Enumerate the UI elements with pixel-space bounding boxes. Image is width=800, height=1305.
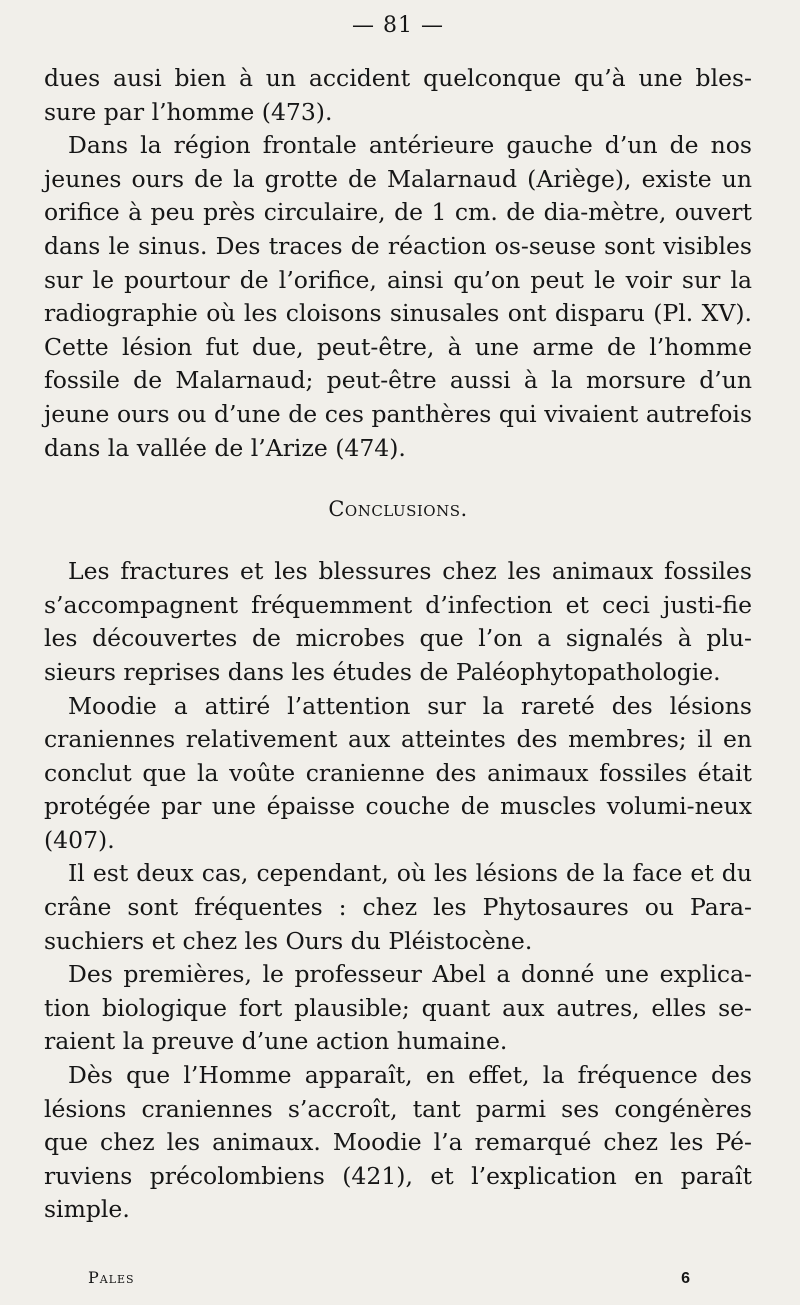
section-heading-conclusions: Conclusions. xyxy=(328,497,468,522)
footer-author-signature: Pales xyxy=(88,1268,135,1287)
page-footer xyxy=(88,1268,690,1288)
paragraph-two-cases: Il est deux cas, cependant, où les lésions de la face et du crâne sont fréquentes : chez les Phytosaures ou Para-suchiers et chez les Ours du Pléistocène. xyxy=(44,859,752,955)
paragraph-malarnaud-lesion: Dans la région frontale antérieure gauche d’un de nos jeunes ours de la grotte de Malarnaud (Ariège), existe un orifice à peu près circulaire, de 1 cm. de dia-mètre, ouvert dans le sinus. Des traces de réaction os-seuse sont visibles sur le pourtour de l’orifice, ainsi qu’on peut le voir sur la radiographie où les cloisons sinusales ont disparu (Pl. XV). Cette lésion fut due, peut-être, à une arme de l’homme fossile de Malarnaud; peut-être aussi à la morsure d’un jeune ours ou d’une de ces panthères qui vivaient autrefois dans la vallée de l’Arize (474). xyxy=(44,131,752,462)
paragraph-moodie-cranial: Moodie a attiré l’attention sur la rareté des lésions craniennes relativement aux atteintes des membres; il en conclut que la voûte cranienne des animaux fossiles était protégée par une épaisse couche de muscles volumi-neux (407). xyxy=(44,691,752,854)
paragraph-continuation: dues ausi bien à un accident quelconque qu’à une bles-sure par l’homme (473). xyxy=(44,64,752,126)
page-number: — 81 — xyxy=(352,13,444,38)
paragraph-fractures-infection: Les fractures et les blessures chez les animaux fossiles s’accompagnent fréquemment d’infection et ceci justi-fie les découvertes de microbes que l’on a signalés à plu-sieurs reprises dans les études de Paléophytopathologie. xyxy=(44,557,752,686)
paragraph-abel-explanation: Des premières, le professeur Abel a donné une explica-tion biologique fort plausible; quant aux autres, elles se-raient la preuve d’une action humaine. xyxy=(44,960,752,1056)
footer-sheet-number: 6 xyxy=(681,1270,690,1287)
paragraph-human-appearance: Dès que l’Homme apparaît, en effet, la fréquence des lésions craniennes s’accroît, tant parmi ses congénères que chez les animaux. Moodie l’a remarqué chez les Pé-ruviens précolombiens (421), et l’explication en paraît simple. xyxy=(44,1061,752,1224)
